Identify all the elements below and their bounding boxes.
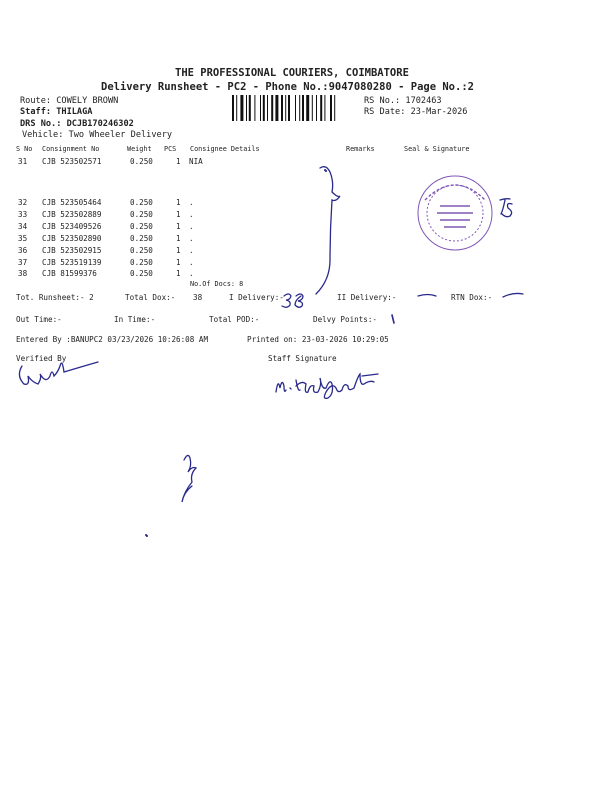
stamp-initials-ts <box>500 199 512 217</box>
row-pcs: 1 <box>176 198 181 207</box>
row-consignment: CJB 523502915 <box>42 246 102 255</box>
i-delivery-hand-38 <box>282 294 303 307</box>
stray-dot <box>146 535 147 536</box>
col-header-weight: Weight <box>127 145 152 153</box>
row-consignment: CJB 81599376 <box>42 269 97 278</box>
entered-by: Entered By :BANUPC2 03/23/2026 10:26:08 AM <box>16 335 209 344</box>
i-delivery-label: I Delivery:- <box>229 293 284 302</box>
row-sno: 36 <box>18 246 28 255</box>
out-time-label: Out Time:- <box>16 315 62 324</box>
col-header-sno: S No <box>16 145 33 153</box>
total-dox-label: Total Dox:- <box>125 293 176 302</box>
col-header-remarks: Remarks <box>346 145 375 153</box>
row-pcs: 1 <box>176 246 181 255</box>
row-sno: 35 <box>18 234 28 243</box>
page-title: Delivery Runsheet - PC2 - Phone No.:9047080280 - Page No.:2 <box>101 81 474 93</box>
total-pod-label: Total POD:- <box>209 315 260 324</box>
row-consignment: CJB 523505464 <box>42 198 102 207</box>
row-pcs: 1 <box>176 222 181 231</box>
row-pcs: 1 <box>176 157 181 166</box>
row-sno: 32 <box>18 198 28 207</box>
tot-runsheet: Tot. Runsheet:- 2 <box>16 293 94 302</box>
row-weight: 0.250 <box>130 246 153 255</box>
col-header-pcs: PCS <box>164 145 177 153</box>
printed-on: Printed on: 23-03-2026 10:29:05 <box>247 335 389 344</box>
row-weight: 0.250 <box>130 222 153 231</box>
delvy-points-label: Delvy Points:- <box>313 315 378 324</box>
row-weight: 0.250 <box>130 198 153 207</box>
row-consignee: . <box>189 258 194 267</box>
company-name: THE PROFESSIONAL COURIERS, COIMBATORE <box>175 67 409 79</box>
dot-mark <box>325 170 326 171</box>
row-weight: 0.250 <box>130 157 153 166</box>
row-sno: 33 <box>18 210 28 219</box>
ii-delivery-label: II Delivery:- <box>337 293 397 302</box>
row-consignment: CJB 523502890 <box>42 234 102 243</box>
route-label: Route: COWELY BROWN <box>20 96 119 106</box>
row-consignee: . <box>189 246 194 255</box>
row-pcs: 1 <box>176 258 181 267</box>
no-of-docs: No.Of Docs: 8 <box>190 280 244 288</box>
rs-date: RS Date: 23-Mar-2026 <box>364 107 468 117</box>
row-consignment: CJB 523502571 <box>42 157 102 166</box>
row-sno: 37 <box>18 258 28 267</box>
stray-mark <box>182 455 196 502</box>
row-weight: 0.250 <box>130 210 153 219</box>
col-header-consignment: Consignment No <box>42 145 100 153</box>
row-consignee: . <box>189 269 194 278</box>
delvy-points-hand-1 <box>392 315 394 323</box>
ii-delivery-dash <box>418 295 436 297</box>
row-consignee: . <box>189 198 194 207</box>
row-weight: 0.250 <box>130 234 153 243</box>
delivery-bracket-mark <box>316 167 340 294</box>
row-consignment: CJB 523502889 <box>42 210 102 219</box>
col-header-seal: Seal & Signature <box>404 145 470 153</box>
row-consignment: CJB 523519139 <box>42 258 102 267</box>
seal-stamp <box>418 176 492 250</box>
row-consignee: NIA <box>189 157 203 166</box>
staff-signature-label: Staff Signature <box>268 354 337 363</box>
row-consignee: . <box>189 210 194 219</box>
staff-signature-hand <box>276 374 378 398</box>
rtn-dox-dash <box>503 293 523 297</box>
row-pcs: 1 <box>176 234 181 243</box>
row-weight: 0.250 <box>130 269 153 278</box>
rs-number: RS No.: 1702463 <box>364 96 442 106</box>
drs-number: DRS No.: DCJB170246302 <box>20 119 134 129</box>
total-dox-value: 38 <box>193 293 203 302</box>
verified-by-label: Verified By <box>16 354 67 363</box>
row-pcs: 1 <box>176 210 181 219</box>
row-sno: 34 <box>18 222 28 231</box>
col-header-consignee: Consignee Details <box>190 145 260 153</box>
row-weight: 0.250 <box>130 258 153 267</box>
rtn-dox-label: RTN Dox:- <box>451 293 493 302</box>
verified-by-signature <box>19 362 98 384</box>
in-time-label: In Time:- <box>114 315 156 324</box>
row-sno: 38 <box>18 269 28 278</box>
staff-label: Staff: THILAGA <box>20 107 93 117</box>
row-consignee: . <box>189 222 194 231</box>
row-sno: 31 <box>18 157 28 166</box>
row-consignment: CJB 523409526 <box>42 222 102 231</box>
vehicle-label: Vehicle: Two Wheeler Delivery <box>22 130 173 140</box>
row-consignee: . <box>189 234 194 243</box>
row-pcs: 1 <box>176 269 181 278</box>
